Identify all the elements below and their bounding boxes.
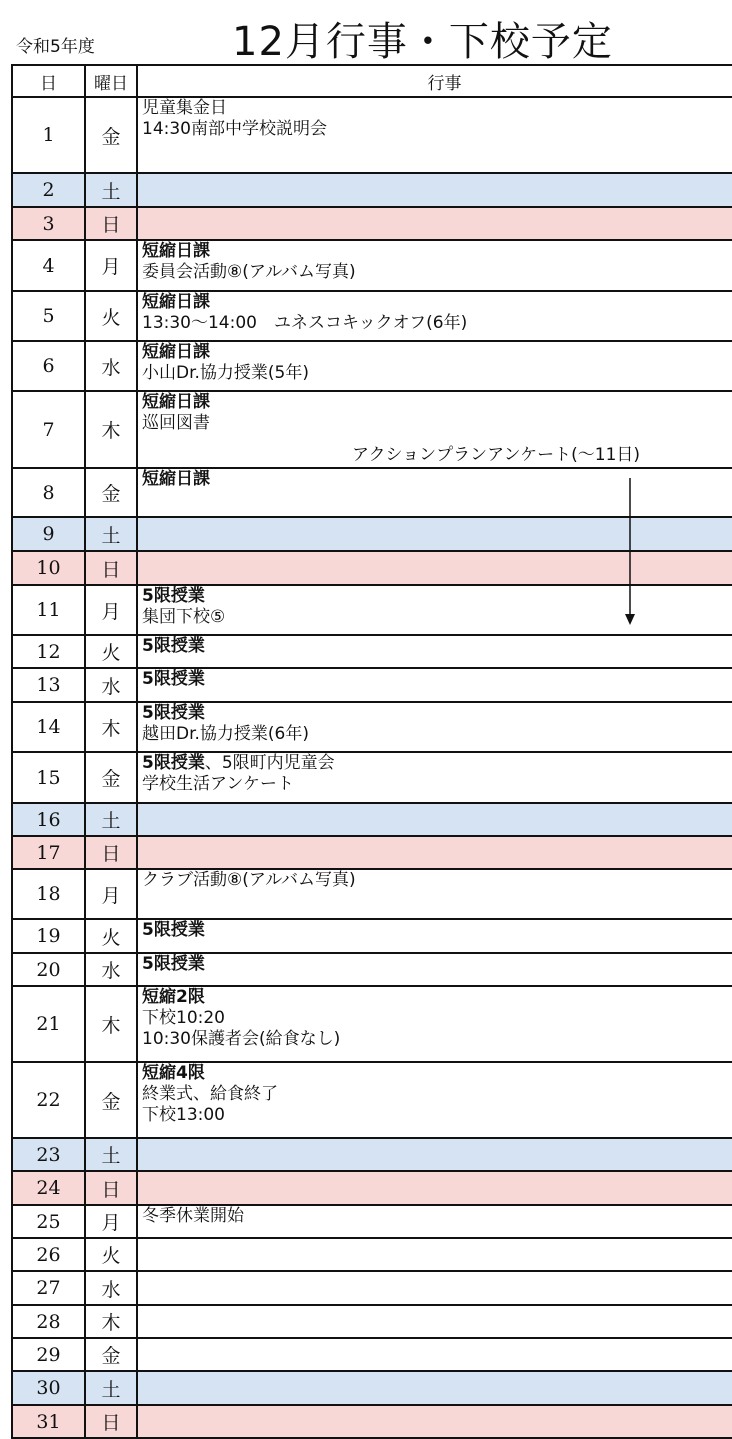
weekday-cell: 土 <box>85 803 137 836</box>
weekday-cell: 土 <box>85 173 137 207</box>
table-row <box>12 173 732 207</box>
page-title: 12月行事・下校予定 <box>232 19 613 65</box>
weekday-cell: 金 <box>85 752 137 803</box>
table-row <box>12 1171 732 1205</box>
event-line: 5限授業 <box>142 586 205 606</box>
event-cell <box>137 97 732 173</box>
table-row <box>12 953 732 986</box>
event-line: 短縮日課 <box>142 392 210 412</box>
weekday-cell: 木 <box>85 1305 137 1338</box>
day-cell: 12 <box>12 635 85 668</box>
column-header-day: 日 <box>12 65 85 97</box>
event-line: 10:30保護者会(給食なし) <box>142 1029 341 1049</box>
schedule-table <box>11 64 732 1439</box>
event-line: 短縮2限 <box>142 987 205 1007</box>
day-cell: 31 <box>12 1405 85 1438</box>
event-cell <box>137 1338 732 1371</box>
event-cell <box>137 1138 732 1171</box>
table-row <box>12 240 732 291</box>
weekday-cell: 木 <box>85 391 137 468</box>
event-line: 5限授業 <box>142 703 205 723</box>
event-line: 5限授業 <box>142 954 205 974</box>
table-row <box>12 97 732 173</box>
weekday-cell: 月 <box>85 240 137 291</box>
day-cell: 6 <box>12 341 85 391</box>
weekday-cell: 土 <box>85 1371 137 1405</box>
event-cell <box>137 803 732 836</box>
weekday-cell: 金 <box>85 1062 137 1138</box>
weekday-cell: 火 <box>85 291 137 341</box>
event-cell <box>137 668 732 702</box>
event-cell <box>137 468 732 517</box>
table-row <box>12 1338 732 1371</box>
event-line: 短縮4限 <box>142 1063 205 1083</box>
event-cell <box>137 1238 732 1271</box>
table-row <box>12 1371 732 1405</box>
event-cell <box>137 836 732 869</box>
day-cell: 11 <box>12 585 85 635</box>
event-line: 下校13:00 <box>142 1105 225 1125</box>
day-cell: 29 <box>12 1338 85 1371</box>
event-cell <box>137 341 732 391</box>
weekday-cell: 日 <box>85 207 137 240</box>
weekday-cell: 日 <box>85 1405 137 1438</box>
event-cell <box>137 291 732 341</box>
table-row <box>12 1205 732 1238</box>
event-line: 13:30～14:00 ユネスコキックオフ(6年) <box>142 313 468 333</box>
event-line: 短縮日課 <box>142 241 210 261</box>
event-line: 小山Dr.協力授業(5年) <box>142 363 310 383</box>
weekday-cell: 金 <box>85 468 137 517</box>
weekday-cell: 月 <box>85 1205 137 1238</box>
table-row <box>12 1138 732 1171</box>
day-cell: 5 <box>12 291 85 341</box>
event-cell <box>137 1305 732 1338</box>
day-cell: 9 <box>12 517 85 551</box>
event-cell <box>137 702 732 752</box>
day-cell: 27 <box>12 1271 85 1305</box>
weekday-cell: 金 <box>85 1338 137 1371</box>
event-line: 下校10:20 <box>142 1008 225 1028</box>
day-cell: 23 <box>12 1138 85 1171</box>
weekday-cell: 日 <box>85 551 137 585</box>
weekday-cell: 水 <box>85 341 137 391</box>
table-row <box>12 1271 732 1305</box>
event-cell <box>137 635 732 668</box>
fiscal-year-label: 令和5年度 <box>16 37 95 57</box>
event-line: 冬季休業開始 <box>142 1206 244 1226</box>
column-header-weekday: 曜日 <box>85 65 137 97</box>
event-line: 終業式、給食終了 <box>142 1084 278 1104</box>
weekday-cell: 月 <box>85 585 137 635</box>
table-row <box>12 635 732 668</box>
day-cell: 10 <box>12 551 85 585</box>
event-cell <box>137 207 732 240</box>
weekday-cell: 月 <box>85 869 137 919</box>
day-cell: 25 <box>12 1205 85 1238</box>
event-line: 5限授業 <box>142 669 205 689</box>
table-header-row <box>12 65 732 97</box>
table-row <box>12 668 732 702</box>
event-cell <box>137 551 732 585</box>
event-line: 巡回図書 <box>142 413 210 433</box>
day-cell: 3 <box>12 207 85 240</box>
table-row <box>12 1305 732 1338</box>
weekday-cell: 火 <box>85 635 137 668</box>
event-cell <box>137 953 732 986</box>
event-line: 児童集金日 <box>142 98 227 118</box>
weekday-cell: 日 <box>85 1171 137 1205</box>
event-line: 集団下校⑤ <box>142 607 226 627</box>
day-cell: 24 <box>12 1171 85 1205</box>
event-cell <box>137 517 732 551</box>
weekday-cell: 金 <box>85 97 137 173</box>
weekday-cell: 火 <box>85 1238 137 1271</box>
weekday-cell: 水 <box>85 668 137 702</box>
day-cell: 22 <box>12 1062 85 1138</box>
event-cell <box>137 1171 732 1205</box>
table-row <box>12 207 732 240</box>
event-line: 学校生活アンケート <box>142 774 294 794</box>
day-cell: 14 <box>12 702 85 752</box>
event-line: 短縮日課 <box>142 292 210 312</box>
event-line: 委員会活動⑧(アルバム写真) <box>142 262 356 282</box>
day-cell: 2 <box>12 173 85 207</box>
day-cell: 18 <box>12 869 85 919</box>
table-row <box>12 291 732 341</box>
event-cell <box>137 1271 732 1305</box>
table-row <box>12 986 732 1062</box>
column-header-events: 行事 <box>137 65 732 97</box>
event-cell <box>137 173 732 207</box>
event-cell <box>137 1371 732 1405</box>
weekday-cell: 水 <box>85 953 137 986</box>
day-cell: 17 <box>12 836 85 869</box>
table-row <box>12 836 732 869</box>
day-cell: 16 <box>12 803 85 836</box>
table-row <box>12 702 732 752</box>
day-cell: 28 <box>12 1305 85 1338</box>
weekday-cell: 土 <box>85 1138 137 1171</box>
table-row <box>12 803 732 836</box>
table-row <box>12 341 732 391</box>
weekday-cell: 日 <box>85 836 137 869</box>
table-row <box>12 1238 732 1271</box>
day-cell: 26 <box>12 1238 85 1271</box>
event-line: 14:30南部中学校説明会 <box>142 119 327 139</box>
day-cell: 13 <box>12 668 85 702</box>
table-row <box>12 752 732 803</box>
event-line: 5限授業 <box>142 920 205 940</box>
day-cell: 30 <box>12 1371 85 1405</box>
day-cell: 19 <box>12 919 85 953</box>
event-line: 短縮日課 <box>142 469 210 489</box>
event-line: 短縮日課 <box>142 342 210 362</box>
event-cell <box>137 752 732 803</box>
table-row <box>12 869 732 919</box>
event-cell <box>137 1062 732 1138</box>
down-arrow-icon <box>620 478 640 626</box>
weekday-cell: 水 <box>85 1271 137 1305</box>
day-cell: 21 <box>12 986 85 1062</box>
event-line: 5限授業、5限町内児童会 <box>142 753 335 773</box>
schedule-rows <box>12 97 732 1438</box>
event-cell <box>137 919 732 953</box>
event-line: クラブ活動⑧(アルバム写真) <box>142 870 356 890</box>
day-cell: 15 <box>12 752 85 803</box>
weekday-cell: 木 <box>85 986 137 1062</box>
day-cell: 1 <box>12 97 85 173</box>
table-row <box>12 1062 732 1138</box>
event-cell <box>137 1205 732 1238</box>
event-cell <box>137 585 732 635</box>
event-line: 5限授業 <box>142 636 205 656</box>
table-row <box>12 919 732 953</box>
weekday-cell: 木 <box>85 702 137 752</box>
event-cell <box>137 986 732 1062</box>
event-cell <box>137 869 732 919</box>
survey-period-annotation: アクションプランアンケート(～11日) <box>352 445 641 465</box>
event-cell <box>137 1405 732 1438</box>
table-row <box>12 1405 732 1438</box>
event-line: 越田Dr.協力授業(6年) <box>142 724 310 744</box>
day-cell: 4 <box>12 240 85 291</box>
event-cell <box>137 240 732 291</box>
weekday-cell: 火 <box>85 919 137 953</box>
day-cell: 7 <box>12 391 85 468</box>
day-cell: 8 <box>12 468 85 517</box>
weekday-cell: 土 <box>85 517 137 551</box>
day-cell: 20 <box>12 953 85 986</box>
